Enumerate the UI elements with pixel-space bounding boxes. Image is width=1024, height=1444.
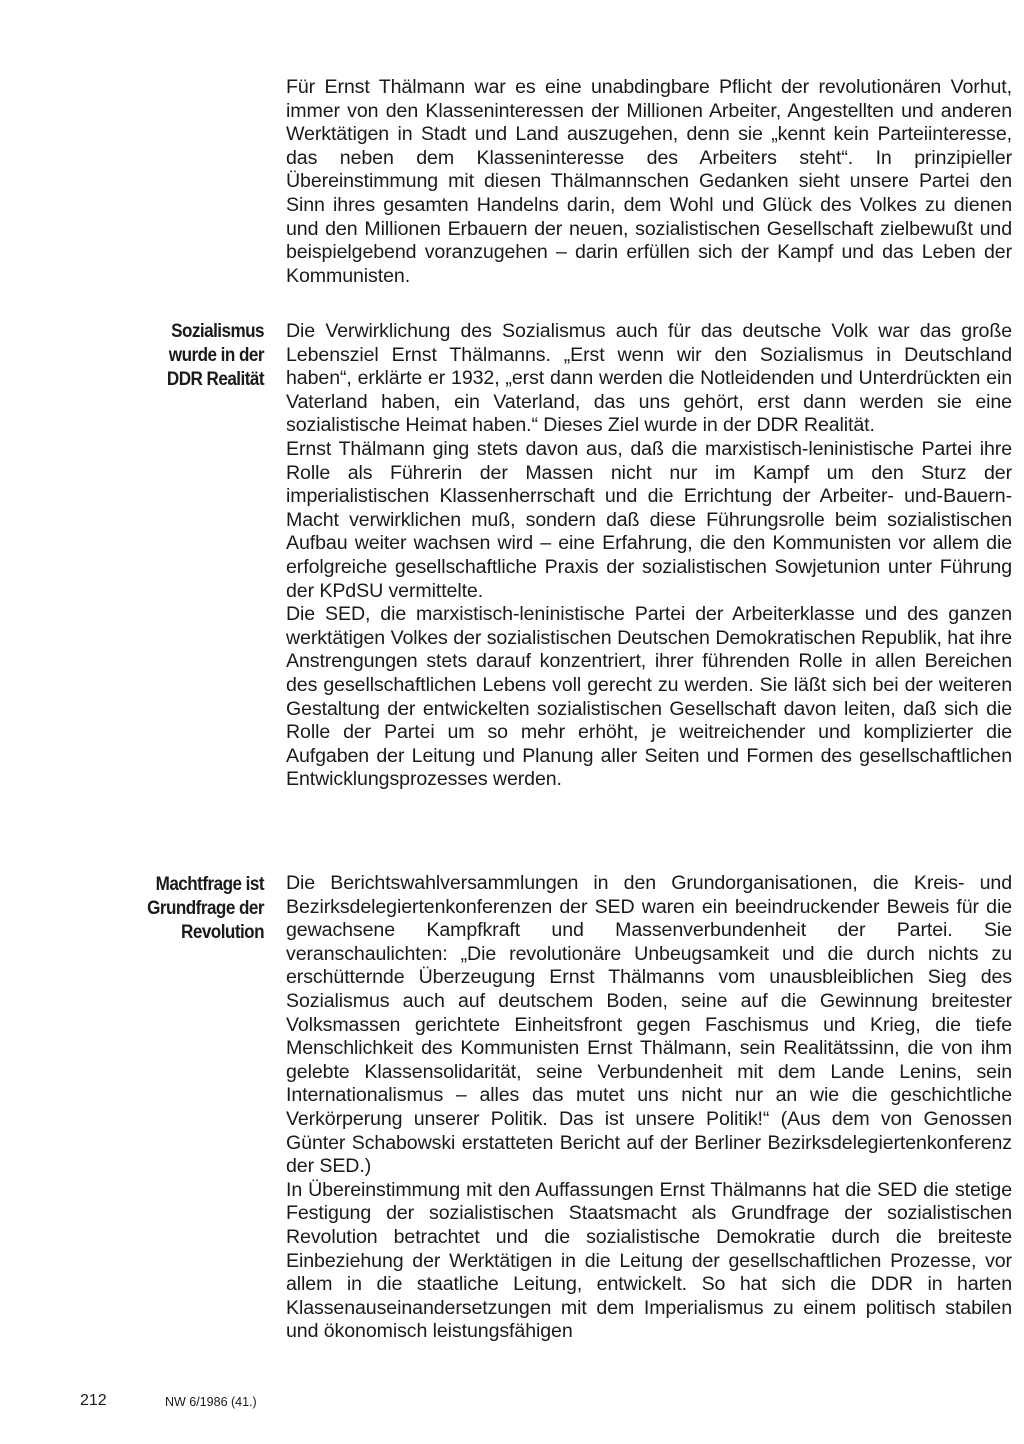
section-1 [286,76,1012,288]
paragraph: Ernst Thälmann ging stets davon aus, daß die marxistisch-leninistische Partei ihre Rolle als Führerin der Massen nicht nur im Kampf um den Sturz der imperialistischen Klassenherrschaft und die Errichtung der Arbeiter- und-Bauern-Macht verwirklichen muß, sondern daß diese Führungsrolle beim sozialistischen Aufbau weiter wachsen wird – eine Erfahrung, die den Kommunisten vor allem die erfolgreiche gesellschaftliche Praxis der sozialistischen Sowjetunion unter Führung der KPdSU vermittelte. [286,437,1012,602]
marginal-heading-line: wurde in der [168,345,264,366]
marginal-heading-line: Revolution [181,922,264,943]
paragraph: Die SED, die marxistisch-leninistische Partei der Arbeiterklasse und des ganzen werktätigen Volkes der sozialistischen Deutschen Demokratischen Republik, hat ihre Anstrengungen stets darauf konzentriert, ihrer führenden Rolle in allen Bereichen des gesellschaftlichen Lebens voll gerecht zu werden. Sie läßt sich bei der weiteren Gestaltung der entwickelten sozialistischen Gesellschaft davon leiten, daß sich die Rolle der Partei um so mehr erhöht, je weitreichender und komplizierter die Aufgaben der Leitung und Planung aller Seiten und Formen des gesellschaftlichen Entwicklungsprozesses werden. [286,603,1012,791]
marginal-heading-line: Machtfrage ist [155,874,264,895]
paragraph: Die Berichtswahlversammlungen in den Grundorganisationen, die Kreis- und Bezirksdelegiertenkonferenzen der SED waren ein beeindruckender Beweis für die gewachsene Kampfkraft und Massenverbundenheit der Partei. Sie veranschaulichten: „Die revolutionäre Unbeugsamkeit und die durch nichts zu erschütternde Überzeugung Ernst Thälmanns vom unausbleiblichen Sieg des Sozialismus auch auf deutschem Boden, seine auf die Gewinnung breitester Volksmassen gerichtete Einheitsfront gegen Faschismus und Krieg, die tiefe Menschlichkeit des Kommunisten Ernst Thälmann, sein Realitätssinn, die von ihm gelebte Klassensolidarität, seine Verbundenheit mit dem Lande Lenins, sein Internationalismus – alles das mutet uns nicht nur an wie die geschichtliche Verkörperung unserer Politik. Das ist unsere Politik!“ (Aus dem von Genossen Günter Schabowski erstatteten Bericht auf der Berliner Bezirksdelegiertenkonferenz der SED.) [286,872,1012,1178]
marginal-heading-1 [80,320,264,392]
marginal-heading-line: Sozialismus [171,321,264,342]
marginal-heading-line: DDR Realität [166,369,264,390]
marginal-heading-line: Grundfrage der [147,898,264,919]
paragraph: In Übereinstimmung mit den Auffassungen Ernst Thälmanns hat die SED die stetige Festigung der sozialistischen Staatsmacht als Grundfrage der sozialistischen Revolution betrachtet und die sozialistische Demokratie durch die breiteste Einbeziehung der Werktätigen in die Leitung der gesellschaftlichen Prozesse, vor allem in die staatliche Leitung, entwickelt. So hat sich die DDR in harten Klassenauseinandersetzungen mit dem Imperialismus zu einem politisch stabilen und ökonomisch leistungsfähigen [286,1178,1012,1343]
source-reference: NW 6/1986 (41.) [165,1395,257,1409]
page-number: 212 [80,1392,107,1409]
marginal-heading-2 [80,873,264,945]
section-3 [286,872,1012,1344]
paragraph: Die Verwirklichung des Sozialismus auch für das deutsche Volk war das große Lebensziel Ernst Thälmanns. „Erst wenn wir den Sozialismus in Deutschland haben“, erklärte er 1932, „erst dann werden die Notleidenden und Unterdrückten ein Vaterland haben, ein Vaterland, das uns gehört, erst dann werden sie eine sozialistische Heimat haben.“ Dieses Ziel wurde in der DDR Realität. [286,320,1012,437]
section-2 [286,320,1012,792]
paragraph: Für Ernst Thälmann war es eine unabdingbare Pflicht der revolutionären Vorhut, immer von den Klasseninteressen der Millionen Arbeiter, Angestellten und anderen Werktätigen in Stadt und Land auszugehen, denn sie „kennt kein Parteiinteresse, das neben dem Klasseninteresse des Arbeiters steht“. In prinzipieller Übereinstimmung mit diesen Thälmannschen Gedanken sieht unsere Partei den Sinn ihres gesamten Handelns darin, dem Wohl und Glück des Volkes zu dienen und den Millionen Erbauern der neuen, sozialistischen Gesellschaft zielbewußt und beispielgebend voranzugehen – darin erfüllen sich der Kampf und das Leben der Kommunisten. [286,76,1012,287]
